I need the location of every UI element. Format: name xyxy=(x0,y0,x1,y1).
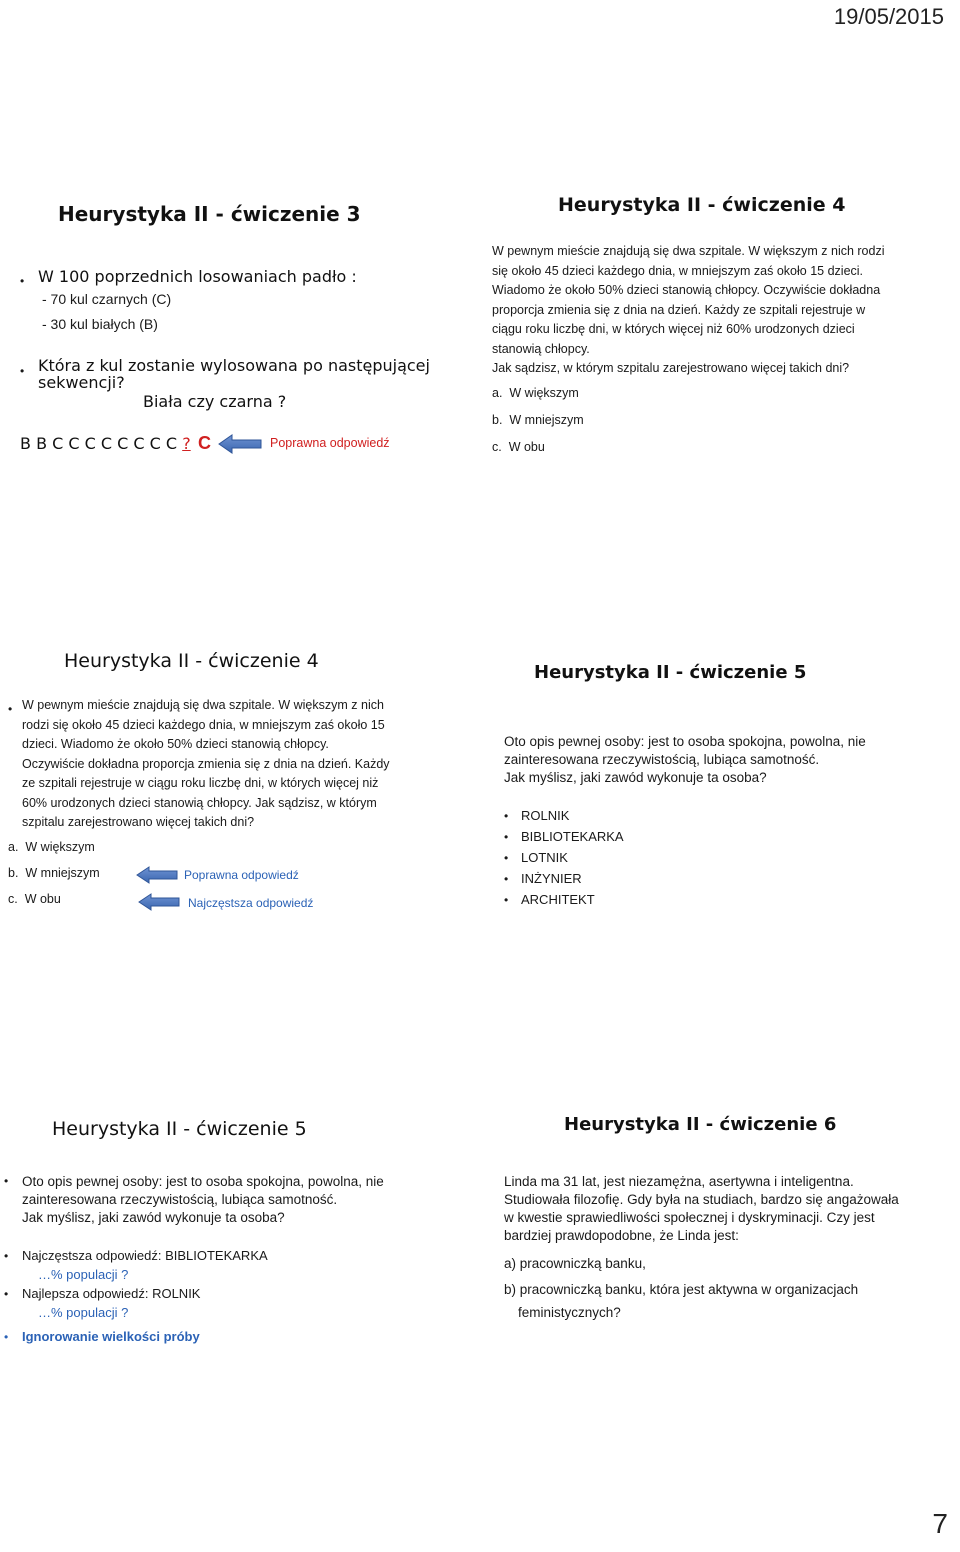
text-line: Studiowała filozofię. Gdy była na studiach, bardzo się angażowała xyxy=(504,1192,899,1207)
bullet-icon: • xyxy=(4,1330,9,1344)
question-line: Biała czy czarna ? xyxy=(143,392,287,411)
bullet-icon: • xyxy=(8,702,13,716)
slide-exercise-6 xyxy=(480,1092,960,1480)
text-line: dzieci. Wiadomo że około 50% dzieci stanowią chłopcy. xyxy=(22,737,329,751)
slide-exercise-5-answers xyxy=(0,1092,480,1480)
arrow-left-icon xyxy=(136,866,178,884)
slide-title: Heurystyka II - ćwiczenie 5 xyxy=(52,1118,307,1140)
list-item: - 30 kul białych (B) xyxy=(42,316,158,332)
slide-title: Heurystyka II - ćwiczenie 3 xyxy=(58,202,361,226)
option-b-continuation: feministycznych? xyxy=(518,1305,621,1320)
text-line: Wiadomo że około 50% dzieci stanowią chłopcy. Oczywiście dokładna xyxy=(492,283,881,297)
page-date: 19/05/2015 xyxy=(833,4,944,29)
arrow-left-icon xyxy=(218,434,262,454)
text-line: ciągu roku liczbę dni, w których więcej niż 60% urodzonych dzieci xyxy=(492,322,855,336)
page-number: 7 xyxy=(932,1508,948,1539)
list-item: BIBLIOTEKARKA xyxy=(521,829,624,844)
common-answer-note: Najczęstsza odpowiedź xyxy=(188,896,314,910)
arrow-left-icon xyxy=(138,893,180,911)
conclusion-text: Ignorowanie wielkości próby xyxy=(22,1329,200,1344)
text-line: Oto opis pewnej osoby: jest to osoba spokojna, powolna, nie xyxy=(504,734,866,749)
text-line: Jak myślisz, jaki zawód wykonuje ta osoba? xyxy=(504,770,767,785)
text-line: W pewnym mieście znajdują się dwa szpitale. W większym z nich rodzi xyxy=(492,244,885,258)
bullet-icon: • xyxy=(20,274,25,288)
list-item: LOTNIK xyxy=(521,850,568,865)
bullet-icon: • xyxy=(504,872,509,886)
population-share: …% populacji ? xyxy=(38,1267,129,1282)
option-a: a. W większym xyxy=(8,840,95,854)
slide-title: Heurystyka II - ćwiczenie 4 xyxy=(64,650,319,672)
bullet-icon: • xyxy=(504,851,509,865)
problem-text xyxy=(22,696,390,833)
bullet-icon: • xyxy=(504,830,509,844)
option-b: b. W mniejszym xyxy=(492,413,584,427)
text-line: stanowią chłopcy. xyxy=(492,341,590,356)
list-item: - 70 kul czarnych (C) xyxy=(42,291,172,307)
text-line: się około 45 dzieci każdego dnia, w mniejszym zaś około 15 dzieci. xyxy=(492,263,864,278)
most-common-answer: Najczęstsza odpowiedź: BIBLIOTEKARKA xyxy=(22,1248,268,1263)
bullet-icon: • xyxy=(20,364,25,378)
list-item: ARCHITEKT xyxy=(521,892,595,907)
population-share: …% populacji ? xyxy=(38,1305,129,1320)
option-c: c. W obu xyxy=(492,440,545,454)
slide-title: Heurystyka II - ćwiczenie 5 xyxy=(534,662,807,683)
slide-exercise-3 xyxy=(0,180,480,568)
slide-exercise-4 xyxy=(480,180,960,568)
list-item: ROLNIK xyxy=(521,808,570,823)
list-item: INŻYNIER xyxy=(521,871,582,886)
bullet-icon: • xyxy=(4,1174,9,1188)
bullet-icon: • xyxy=(4,1249,9,1263)
text-line: Jak myślisz, jaki zawód wykonuje ta osoba? xyxy=(22,1210,285,1225)
text-line: Oto opis pewnej osoby: jest to osoba spokojna, powolna, nie xyxy=(22,1174,384,1189)
slide-exercise-4-answers xyxy=(0,636,480,1024)
sequence-letters: B B C C C C C C C C xyxy=(20,434,183,453)
text-line: ze szpitali rejestruje w ciągu roku liczbę dni, w których więcej niż xyxy=(22,776,379,790)
best-answer: Najlepsza odpowiedź: ROLNIK xyxy=(22,1286,201,1301)
text-line: w kwestie sprawiedliwości społecznej i dyskryminacji. Czy jest xyxy=(504,1210,875,1225)
bullet-icon: • xyxy=(4,1287,9,1301)
text-line: 60% urodzonych dzieci stanowią chłopcy. Jak sądzisz, w którym xyxy=(22,795,377,810)
description-text xyxy=(504,733,866,787)
slide-title: Heurystyka II - ćwiczenie 6 xyxy=(564,1114,837,1135)
text-line: Oczywiście dokładna proporcja zmienia się z dnia na dzień. Każdy xyxy=(22,756,390,771)
correct-answer-note: Poprawna odpowiedź xyxy=(184,868,299,882)
option-a: a. W większym xyxy=(492,386,579,400)
text-line: proporcja zmienia się z dnia na dzień. Każdy ze szpitali rejestruje w xyxy=(492,302,866,317)
question-line: sekwencji? xyxy=(38,373,125,392)
text-line: Linda ma 31 lat, jest niezamężna, asertywna i inteligentna. xyxy=(504,1174,854,1189)
problem-text xyxy=(504,1173,899,1245)
bullet-icon: • xyxy=(504,893,509,907)
slide-title: Heurystyka II - ćwiczenie 4 xyxy=(558,194,846,216)
slide-exercise-5 xyxy=(480,636,960,1024)
sequence-question-mark: ? xyxy=(182,434,191,453)
answer-letter: C xyxy=(198,433,211,453)
intro-text: W 100 poprzednich losowaniach padło : xyxy=(38,267,357,286)
text-line: Jak sądzisz, w którym szpitalu zarejestrowano więcej takich dni? xyxy=(492,361,850,375)
option-c: c. W obu xyxy=(8,892,61,906)
description-text xyxy=(22,1173,384,1227)
bullet-icon: • xyxy=(504,809,509,823)
option-b: b) pracowniczką banku, która jest aktywna w organizacjach xyxy=(504,1282,859,1297)
option-a: a) pracowniczką banku, xyxy=(504,1256,646,1271)
answer-note: Poprawna odpowiedź xyxy=(270,436,390,450)
sequence-text xyxy=(20,434,191,453)
text-line: zainteresowana rzeczywistością, lubiąca samotność. xyxy=(22,1192,338,1207)
problem-text xyxy=(492,242,885,379)
text-line: W pewnym mieście znajdują się dwa szpitale. W większym z nich xyxy=(22,698,384,712)
option-b: b. W mniejszym xyxy=(8,866,100,880)
text-line: rodzi się około 45 dzieci każdego dnia, w mniejszym zaś około 15 xyxy=(22,717,385,732)
question-line: Która z kul zostanie wylosowana po następującej xyxy=(38,356,430,375)
text-line: zainteresowana rzeczywistością, lubiąca samotność. xyxy=(504,752,820,767)
text-line: bardziej prawdopodobne, że Linda jest: xyxy=(504,1228,739,1243)
text-line: szpitalu zarejestrowano więcej takich dni? xyxy=(22,815,255,829)
